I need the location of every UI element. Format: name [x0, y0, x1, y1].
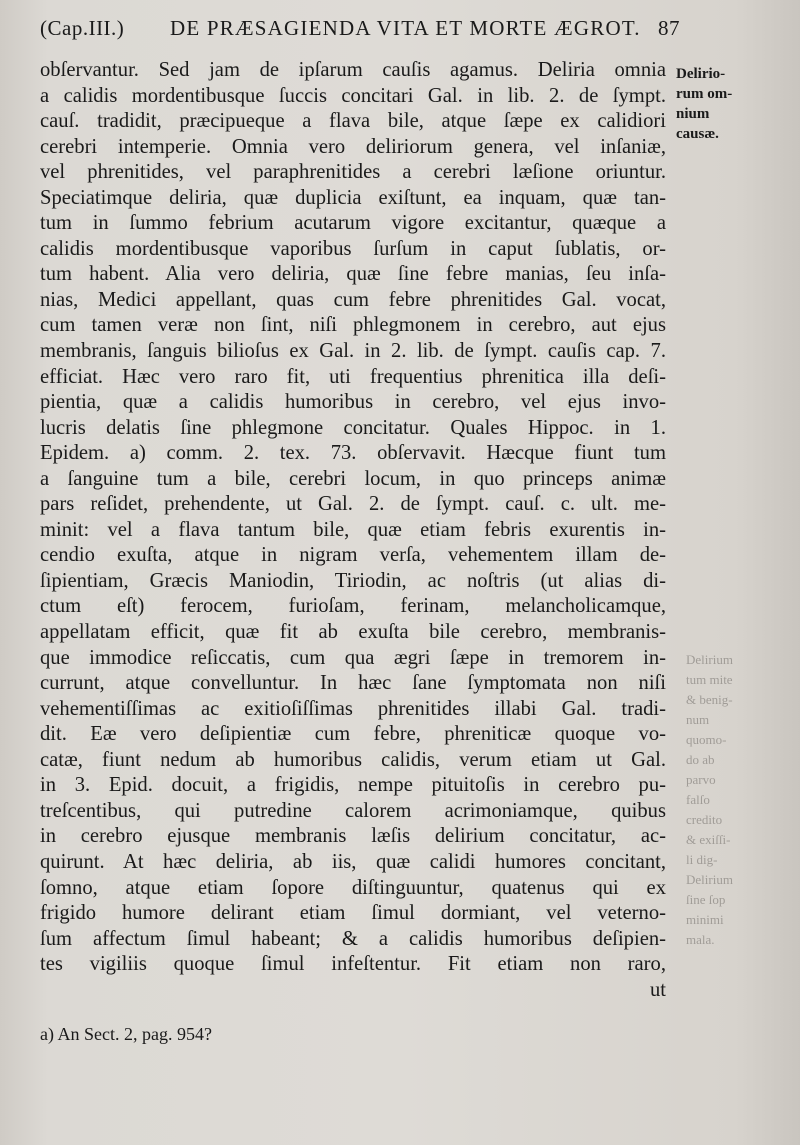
text-line: dit. Eæ vero deſipientiæ cum febre, phreniticæ quoque vo- — [40, 723, 666, 746]
text-line: obſervantur. Sed jam de ipſarum cauſis agamus. Deliria omnia — [40, 59, 666, 81]
text-line: cerebri intemperie. Omnia vero deliriorum genera, vel inſaniæ, — [40, 135, 666, 158]
text-line: calidis mordentibusque vaporibus ſurſum in caput ſublatis, or- — [40, 237, 666, 260]
text-line: in 3. Epid. docuit, a frigidis, nempe pituitoſis in cerebro pu- — [40, 774, 666, 797]
text-line: pientia, quæ a calidis humoribus in cerebro, vel ejus invo- — [40, 391, 666, 414]
show-through-text — [686, 650, 796, 950]
margin-note-line: rum om- — [676, 86, 733, 102]
show-through-line: falſo — [686, 792, 710, 807]
text-line: Epidem. a) comm. 2. tex. 73. obſervavit. Hæcque fiunt tum — [40, 442, 666, 465]
text-line: appellatam efficit, quæ fit ab exuſta bile cerebro, membranis- — [40, 621, 666, 644]
page-number: 87 — [658, 16, 680, 40]
chapter-label: (Cap.III.) — [40, 16, 125, 40]
text-line: lucris delatis ſine phlegmone concitatur. Quales Hippoc. in 1. — [40, 416, 666, 439]
show-through-line: num — [686, 712, 710, 727]
text-line: tes vigiliis quoque ſimul infeſtentur. Fit etiam non raro, — [40, 953, 666, 976]
running-title: DE PRÆSAGIENDA VITA ET MORTE ÆGROT. — [170, 16, 641, 40]
text-line: ctum eſt) ferocem, furioſam, ferinam, melancholicamque, — [40, 595, 666, 618]
show-through-line: Delirium — [686, 872, 733, 887]
show-through-line: Delirium — [686, 652, 733, 667]
text-line: cendio exuſta, atque in nigram verſa, vehementem illam de- — [40, 544, 666, 567]
text-line: catæ, fiunt nedum ab humoribus calidis, verum etiam ut Gal. — [40, 748, 666, 771]
show-through-line: mala. — [686, 932, 715, 947]
text-line: tum in ſummo febrium acutarum vigore excitantur, quæque a — [40, 212, 666, 235]
main-text — [40, 58, 666, 1003]
show-through-line: li dig- — [686, 852, 718, 867]
text-line: a calidis mordentibusque ſuccis concitari Gal. in lib. 2. de ſympt. — [40, 84, 666, 107]
text-line: nias, Medici appellant, quas cum febre phrenitides Gal. vocat, — [40, 288, 666, 311]
text-line: a ſanguine tum a bile, cerebri locum, in quo princeps animæ — [40, 467, 666, 490]
margin-note-line: nium — [676, 106, 710, 122]
text-line: ſomno, atque etiam ſopore diſtinguuntur, quatenus qui ex — [40, 876, 666, 899]
show-through-line: credito — [686, 812, 723, 827]
text-line: cauſ. tradidit, præcipueque a flava bile, atque ſæpe ex calidiori — [40, 110, 666, 133]
margin-note-line: causæ. — [676, 126, 719, 142]
text-line: Speciatimque deliria, quæ duplicia exiſtunt, ea inquam, quæ tan- — [40, 186, 666, 209]
margin-note — [676, 64, 786, 144]
text-line: currunt, atque convelluntur. In hæc ſane ſymptomata non niſi — [40, 672, 666, 695]
show-through-line: quomo- — [686, 732, 727, 747]
text-line: vehementiſſimas ac exitioſiſſimas phrenitides illabi Gal. tradi- — [40, 697, 666, 720]
text-line: treſcentibus, qui putredine calorem acrimoniamque, quibus — [40, 799, 666, 822]
show-through-line: parvo — [686, 772, 716, 787]
text-line: efficiat. Hæc vero raro fit, uti frequentius phrenitica illa deſi- — [40, 365, 666, 388]
text-line: membranis, ſanguis bilioſus ex Gal. in 2. lib. de ſympt. cauſis cap. 7. — [40, 340, 666, 363]
show-through-line: ſine ſop — [686, 892, 726, 907]
text-line: ſipientiam, Græcis Maniodin, Tiriodin, ac noſtris (ut alias di- — [40, 569, 666, 592]
text-line: in cerebro ejusque membranis læſis delirium concitatur, ac- — [40, 825, 666, 848]
running-header — [40, 14, 680, 46]
text-line: ut — [649, 978, 666, 1001]
text-line: quirunt. At hæc deliria, ab iis, quæ calidi humores concitant, — [40, 850, 666, 873]
text-line: ſum affectum ſimul habeant; & a calidis humoribus deſipien- — [40, 927, 666, 950]
show-through-line: do ab — [686, 752, 715, 767]
footnote: a) An Sect. 2, pag. 954? — [40, 1024, 212, 1044]
margin-note-line: Delirio- — [676, 66, 726, 82]
show-through-line: minimi — [686, 912, 724, 927]
text-line: cum tamen veræ non ſint, niſi phlegmonem in cerebro, aut ejus — [40, 314, 666, 337]
text-line: vel phrenitides, vel paraphrenitides a cerebri læſione oriuntur. — [40, 161, 666, 184]
text-line: frigido humore delirant etiam ſimul dormiant, vel veterno- — [40, 902, 666, 925]
text-line: que immodice reſiccatis, cum qua ægri ſæpe in tremorem in- — [40, 646, 666, 669]
show-through-line: & benig- — [686, 692, 733, 707]
text-line: tum habent. Alia vero deliria, quæ ſine febre manias, ſeu inſa- — [40, 263, 666, 286]
text-line: minit: vel a flava tantum bile, quæ etiam febris exurentis in- — [40, 518, 666, 541]
show-through-line: tum mite — [686, 672, 733, 687]
show-through-line: & exiſſi- — [686, 832, 731, 847]
text-line: pars reſidet, prehendente, ut Gal. 2. de ſympt. cauſ. c. ult. me- — [40, 493, 666, 516]
